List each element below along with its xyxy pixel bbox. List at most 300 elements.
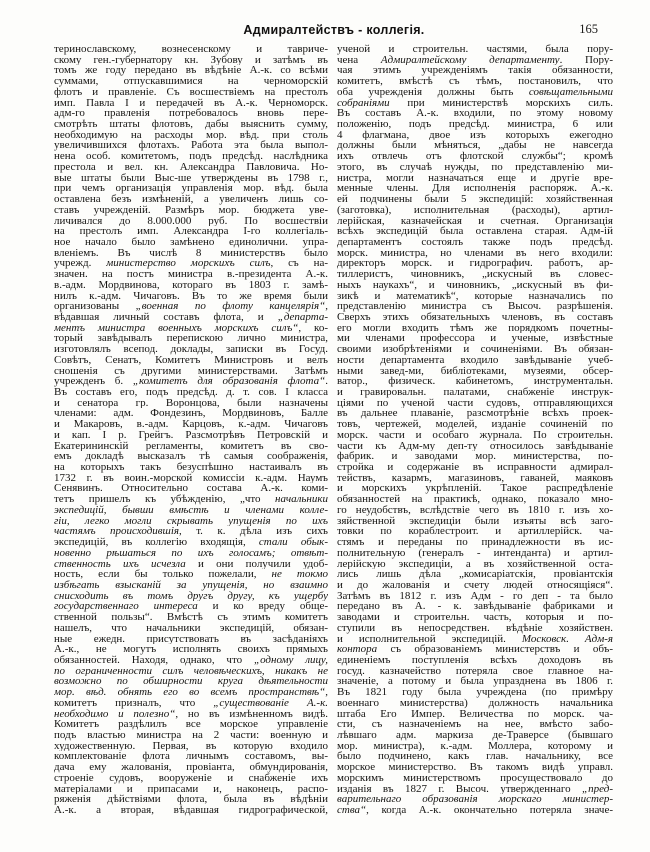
text-run: ей подчинены были 5 экспедицій: хозяйственная — [337, 194, 613, 205]
text-run: суммами, отпускавшимися на черноморскій — [54, 76, 328, 87]
text-run: при чемъ организація управленія мор. вѣд. была — [54, 183, 328, 195]
text-line — [337, 430, 613, 441]
text-line — [337, 248, 613, 259]
text-line — [54, 676, 328, 687]
text-line — [54, 462, 328, 473]
text-line — [54, 719, 328, 730]
text-run: избѣгать взысканій за упущенія, но взаимно — [54, 579, 328, 591]
text-line — [54, 344, 328, 355]
text-run: начальники — [275, 494, 328, 505]
text-line — [54, 151, 328, 162]
text-run: и Макаровъ, в.-адм. Карцовъ, к.-адм. Чичаговъ — [54, 419, 328, 430]
text-run: представленію министра съ Высоч. разрѣшенія. — [337, 301, 613, 312]
text-run: лерійская, казначейская и счетная. Организація — [337, 215, 613, 227]
text-line — [337, 130, 613, 141]
text-run: нашелъ, что начальники экспедицій, обязан- — [54, 622, 328, 634]
text-line — [54, 612, 328, 623]
text-line — [337, 301, 613, 312]
text-line — [337, 805, 613, 816]
text-line — [337, 108, 613, 119]
text-line — [337, 355, 613, 366]
text-run: и они получили удоб- — [185, 558, 328, 570]
text-line — [54, 216, 328, 227]
text-run: престола и вел. кн. Александра Павловича. Но- — [54, 161, 328, 173]
text-line — [54, 119, 328, 130]
text-run: мор. вѣд. обнять его во всемъ пространствѣ“ — [54, 687, 326, 698]
text-line — [54, 76, 328, 87]
text-run: тетъ пришелъ къ убѣжденію, „что — [54, 494, 276, 505]
text-line — [54, 376, 328, 387]
text-line — [337, 483, 613, 494]
text-line — [337, 612, 613, 623]
text-line — [337, 548, 613, 559]
text-line — [337, 419, 613, 430]
text-run: скому ген.-губернатору кн. Зубову и затѣмъ въ — [54, 54, 328, 66]
text-line — [54, 516, 328, 527]
text-run: комплектованіе флота личнымъ составомъ, вы- — [54, 751, 328, 763]
text-run: заводами и строительн. часть, которыя и по- — [337, 612, 613, 623]
text-run: флотъ и правленіе. Съ восшествіемъ на престолъ — [54, 86, 328, 98]
text-line — [54, 805, 328, 816]
text-line — [54, 773, 328, 784]
text-run: менные члены. Для исполненія распоряж. А.-к. — [337, 183, 613, 195]
text-line — [54, 419, 328, 430]
text-line — [337, 601, 613, 612]
text-run: товки по кораблестроит. и артиллерійск. ча- — [337, 526, 613, 538]
text-run: морск. части и особаго журнала. По строительн. — [337, 429, 613, 441]
text-run: . — [325, 376, 328, 387]
text-run: и сенатора гр. Воронцова, были назначены — [54, 397, 328, 409]
text-line — [337, 226, 613, 237]
text-run: чая этимъ учрежденіямъ такія обязанности, — [337, 65, 613, 77]
text-line — [337, 516, 613, 527]
text-line — [54, 623, 328, 634]
text-line — [337, 366, 613, 377]
text-run: Совѣтъ, Сенатъ, Комитетъ Министровъ и велъ — [54, 354, 328, 366]
text-run: увеличившихся флотахъ. Работа эта была выпол- — [54, 140, 328, 152]
text-run: въ дальнее плаваніе, разсмотрѣніе всѣхъ проек- — [337, 408, 613, 420]
text-run: зяйственной экспедиціи были изъяты всѣ заго- — [337, 515, 613, 527]
text-run: государственнаго интереса — [54, 601, 198, 613]
text-run: (заготовка), исполнительная (расходы), артил- — [337, 204, 613, 216]
text-run: на которыхъ такъ безуспѣшно настаивалъ въ — [54, 462, 328, 473]
text-run: не токмо — [271, 569, 328, 580]
page-number: 165 — [579, 22, 598, 36]
text-line — [54, 366, 328, 377]
text-run: комитетъ призналъ, что — [54, 697, 214, 709]
text-run: сношенія съ другими министерствами. Затѣмъ — [54, 365, 328, 377]
text-line — [337, 580, 613, 591]
text-line — [54, 741, 328, 752]
text-run: ность, если бы только пожелали, — [54, 569, 272, 580]
text-line — [54, 194, 328, 205]
text-line — [54, 280, 328, 291]
text-run: госуд. казначейство потеряла свое главное на- — [337, 665, 613, 677]
text-line — [54, 140, 328, 151]
text-run: тиллеристъ, чиновникъ, „искусный въ словес- — [337, 269, 613, 280]
text-run: ности департамента входило завѣдываніе учеб- — [337, 354, 613, 366]
text-run: торый завѣдывалъ перепискою лично министра, — [54, 333, 328, 345]
text-line — [54, 130, 328, 141]
text-run: художественную. Первая, въ которую входило — [54, 740, 328, 752]
text-run: и ко вреду обще- — [197, 601, 328, 613]
text-line — [54, 183, 328, 194]
text-run: адм-го правленія потребовалось вновь пере- — [54, 108, 328, 120]
text-run: стройка и содержаніе въ исправности адмирал- — [337, 462, 613, 473]
text-run: стямъ и переданы по принадлежности въ ис- — [337, 537, 613, 548]
text-run: и исполнительной экспедицій. — [337, 633, 522, 645]
text-line — [337, 151, 613, 162]
text-run: Комитетъ раздѣлилъ все морское управленіе — [54, 719, 328, 730]
text-line — [54, 108, 328, 119]
text-line — [337, 205, 613, 216]
text-run: совѣщательными — [528, 86, 613, 98]
text-line — [54, 398, 328, 409]
text-line — [337, 741, 613, 752]
text-run: , но въ измѣненномъ видѣ. — [175, 708, 328, 720]
text-run: обязанностей на практикѣ, однако, показало мно- — [337, 494, 613, 505]
text-run: Затѣмъ въ 1812 г. изъ Адм - го деп - та было — [337, 590, 613, 602]
text-run: ціями по ученой части судовъ, отправляющихся — [337, 397, 613, 409]
text-run: варительнаго образованія морскаго министер- — [337, 794, 613, 806]
text-line — [337, 98, 613, 109]
text-run: было подчинено, какъ глав. начальнику, все — [337, 751, 613, 763]
text-run: ственной пользы“. Вмѣстѣ съ этимъ комитетъ — [54, 612, 328, 623]
text-line — [337, 505, 613, 516]
text-line — [54, 173, 328, 184]
text-run: комитетъ, вмѣстѣ съ тѣмъ, постановилъ, что — [337, 76, 613, 87]
text-line — [337, 494, 613, 505]
text-run: емъ докладѣ высказалъ тѣ самыя соображенія, — [54, 451, 328, 463]
text-line — [54, 312, 328, 323]
text-run: морское министерство. Въ такомъ видѣ управл. — [337, 762, 613, 773]
text-run: чена — [337, 54, 381, 66]
text-line — [54, 162, 328, 173]
text-run: вые штаты были Выс-ше утверждены въ 1798 г., — [54, 172, 328, 184]
text-run: Московск. Адм-я — [521, 633, 613, 645]
text-line — [337, 698, 613, 709]
text-run: в.-адм. Мордвинова, котораго въ 1803 г. замѣ- — [54, 279, 328, 291]
text-line — [337, 312, 613, 323]
text-line — [337, 687, 613, 698]
text-line — [54, 687, 328, 698]
text-run: оба учрежденія должны быть — [337, 86, 529, 98]
text-line — [337, 762, 613, 773]
text-run: директоръ морск. и гидрографич. работъ, ар- — [337, 258, 613, 270]
text-line — [337, 44, 613, 55]
text-line — [54, 762, 328, 773]
text-run: своими изобрѣтеніями и сочиненіями. Въ обязан- — [337, 344, 613, 355]
text-line — [54, 580, 328, 591]
text-run: ряженія дѣйствіями флота, была въ вѣдѣніи — [54, 794, 328, 806]
text-run: теринославскому, вознесенскому и тавриче- — [54, 44, 328, 55]
text-run: Сенявинъ. Относительно состава А.-к. коми- — [54, 483, 328, 495]
text-line — [54, 591, 328, 602]
text-line — [54, 355, 328, 366]
text-run: необходимую на расходы мор. вѣд. при столь — [54, 129, 328, 141]
text-run: дача ему жалованія, провіанта, обмундированія, — [54, 762, 328, 773]
text-line — [54, 698, 328, 709]
text-run: нистра, могли назначаться еще и другіе вре- — [337, 172, 613, 184]
text-run: гіи, легко могли скрывать упущенія по ихъ — [54, 515, 328, 527]
text-line — [54, 709, 328, 720]
text-run: передано въ А. - к. завѣдываніе фабриками и — [337, 601, 613, 613]
text-line — [54, 333, 328, 344]
text-run: А.-к., не могутъ исполнять своихъ прямыхъ — [54, 644, 328, 655]
text-run: обязанностей. Находя, однако, что — [54, 654, 254, 666]
text-line — [337, 794, 613, 805]
text-run: Сверхъ этихъ обязательныхъ членовъ, въ составъ — [337, 311, 613, 323]
text-line — [337, 441, 613, 452]
text-line — [337, 216, 613, 227]
text-run: его могли входить тѣмъ же порядкомъ почетны- — [337, 322, 613, 334]
text-line — [337, 569, 613, 580]
text-line — [54, 408, 328, 419]
text-line — [337, 634, 613, 645]
text-line — [54, 65, 328, 76]
text-run: „комитетъ для образованія флота“ — [132, 376, 326, 387]
text-run: имп. Павла I и передачей въ А.-к. Черноморск. — [54, 97, 328, 109]
text-run: ственность ихъ исчезла — [54, 558, 186, 570]
text-run: единеніемъ поступленія всѣхъ доходовъ въ — [337, 654, 613, 666]
text-run: этого, въ случаѣ нужды, по представленію ми- — [337, 161, 613, 173]
text-line — [337, 119, 613, 130]
text-line — [54, 258, 328, 269]
text-run: нена особ. комитетомъ, подъ предсѣд. наслѣдника — [54, 151, 328, 162]
text-run: нилъ к.-адм. Чичаговъ. Въ то же время были — [54, 290, 328, 302]
text-run: лись лишь дѣла „комисаріатскія, провіантскія — [337, 569, 613, 580]
text-line — [337, 537, 613, 548]
text-line — [54, 483, 328, 494]
text-line — [337, 333, 613, 344]
text-line — [54, 98, 328, 109]
text-run: 1732 г. въ воин.-морской комиссіи к.-адм. Наумъ — [54, 472, 328, 484]
text-run: мор. министра), к.-адм. Моллера, которому и — [337, 740, 613, 752]
text-line — [337, 559, 613, 570]
text-line — [54, 526, 328, 537]
page-title: Адмиралтействъ - коллегія. — [243, 23, 425, 37]
text-line — [337, 666, 613, 677]
text-line — [337, 751, 613, 762]
text-line — [337, 323, 613, 334]
text-line — [54, 784, 328, 795]
text-run: , т. к. дѣла изъ сихъ — [179, 526, 328, 538]
text-run: вленіемъ. Въ числѣ 8 министерствъ было — [54, 247, 328, 259]
text-run: Екатерининскій регламенты, комитетъ въ сво- — [54, 440, 328, 452]
text-line — [337, 719, 613, 730]
text-line — [337, 376, 613, 387]
text-run: „департа- — [277, 311, 328, 323]
text-line — [54, 291, 328, 302]
text-run: строеніе судовъ, вооруженіе и снабженіе ихъ — [54, 772, 328, 784]
text-run: и гравировальн. палатами, снабженіе инструк- — [337, 387, 613, 398]
text-line — [337, 65, 613, 76]
text-run: новенно рѣшаться по ихъ голосамъ; отвѣт- — [54, 547, 328, 559]
text-run: , съ на- — [270, 258, 328, 270]
text-run: и кап. I р. Грейгъ. Разсмотрѣвъ Петровскій и — [54, 429, 328, 441]
text-line — [337, 344, 613, 355]
text-run: „одному лицу, — [253, 654, 328, 666]
text-run: ными завед-ми, библіотеками, музеями, обсер- — [337, 365, 613, 377]
text-line — [337, 269, 613, 280]
text-line — [54, 451, 328, 462]
text-run: ное начало было замѣнено единолични. упра- — [54, 236, 328, 248]
text-line — [337, 676, 613, 687]
text-run: подъ властью министра на 2 части: военную и — [54, 730, 328, 741]
text-line — [337, 55, 613, 66]
text-run: съ образованіемъ министерствъ и объ- — [377, 644, 613, 655]
text-line — [337, 784, 613, 795]
text-line — [54, 205, 328, 216]
text-run: лѣвшаго адм. маркиза де-Траверсе (бывшаго — [337, 730, 613, 741]
text-line — [54, 301, 328, 312]
text-run: и до жалованія и счету людей относящіяся“. — [337, 579, 613, 591]
text-line — [337, 473, 613, 484]
text-run: ми членами профессора и ученые, извѣстные — [337, 333, 613, 345]
text-run: ступили въ непосредствен. вѣдѣніе хозяйствен. — [337, 622, 613, 634]
text-run: изданія въ 1827 г. Высоч. утвержденнаго — [337, 783, 583, 795]
text-line — [54, 601, 328, 612]
text-line — [337, 387, 613, 398]
text-line — [54, 559, 328, 570]
text-run: должны были мѣняться, „дабы не навсегда — [337, 140, 613, 152]
text-line — [337, 451, 613, 462]
text-run: го неудобствъ, вслѣдствіе чего въ 1810 г. изъ хо- — [337, 504, 613, 516]
text-run: ные ежедн. присутствовать въ засѣданіяхъ — [54, 633, 328, 645]
text-line — [337, 237, 613, 248]
text-run: при министерствѣ морскихъ силъ. — [389, 97, 613, 109]
text-line — [337, 526, 613, 537]
text-line — [54, 794, 328, 805]
text-line — [337, 173, 613, 184]
text-run: на престолъ имп. Александра I-го коллегіаль- — [54, 226, 328, 237]
text-line — [54, 441, 328, 452]
text-run: зикѣ и математикѣ“, которые назначались по — [337, 290, 613, 302]
text-run: ства“ — [337, 805, 367, 816]
text-run: организованы — [54, 301, 136, 312]
text-line — [54, 548, 328, 559]
text-run: и морскихъ укрѣпленій. Такое распредѣленіе — [337, 483, 613, 495]
text-run: 4 флагмана, двое изъ которыхъ ежегодно — [337, 129, 613, 141]
text-run: . Пору- — [559, 54, 613, 66]
text-line — [337, 591, 613, 602]
text-run: , — [325, 301, 328, 312]
text-run: , когда А.-к. окончательно потеряла значе- — [366, 805, 613, 816]
text-run: ихъ отвлечь отъ флотской службы“; кромѣ — [337, 151, 613, 162]
text-run: полнительную (генералъ - интенданта) и артил- — [337, 547, 613, 559]
text-run: значен. на постъ министра в.-президента А.-к. — [54, 269, 328, 280]
text-run: лерійскую экспедиціи, а въ хозяйственной оста- — [337, 558, 613, 570]
text-run: тействъ, казармъ, магазиновъ, гаваней, маяковъ — [337, 472, 613, 484]
text-line — [337, 408, 613, 419]
text-line — [337, 183, 613, 194]
text-line — [54, 537, 328, 548]
text-line — [54, 473, 328, 484]
text-run: А.-к. а вторая, вѣдавшая гидрографической, — [54, 805, 328, 816]
text-line — [54, 430, 328, 441]
text-run: штаба Его Импер. Величества по морск. ча- — [337, 708, 613, 720]
text-line — [54, 269, 328, 280]
text-run: министерство морскихъ силъ — [106, 258, 271, 270]
text-run: ныхъ наукахъ“, и чиновникъ, „искусный въ фи- — [337, 279, 613, 291]
text-column-right — [337, 44, 613, 816]
text-run: морск. министра, но членами въ него входили: — [337, 247, 613, 259]
text-line — [337, 76, 613, 87]
text-line — [337, 280, 613, 291]
text-line — [54, 44, 328, 55]
text-line — [337, 462, 613, 473]
text-run: значеніе, а потому и была упразднена въ 1806 г. — [337, 676, 613, 688]
text-run: экспедицій, бывши вмѣстѣ и членами колле- — [54, 504, 328, 516]
text-run: фабрик. и заводами мор. министерства, по- — [337, 451, 613, 463]
text-line — [337, 162, 613, 173]
text-run: возможно по обширности круга дѣятельности — [54, 676, 328, 688]
text-line — [54, 730, 328, 741]
running-head — [54, 21, 614, 37]
text-run: собраніями — [337, 97, 390, 109]
text-line — [54, 387, 328, 398]
text-run: учрежд. — [54, 258, 107, 270]
text-run: ученой и строительн. частями, была пору- — [337, 44, 613, 55]
text-line — [337, 194, 613, 205]
text-line — [54, 644, 328, 655]
text-run: томъ же году передано въ вѣдѣніе А.-к. со всѣми — [54, 65, 328, 77]
text-run: учрежденъ б. — [54, 376, 133, 387]
text-run: „военная по флоту канцелярія“ — [135, 301, 326, 312]
text-run: ментъ министра военныхъ морскихъ силъ“ — [54, 322, 299, 334]
text-line — [337, 258, 613, 269]
text-run: изготовлялъ всепод. доклады, записки въ Госуд. — [54, 344, 328, 355]
text-line — [337, 655, 613, 666]
text-line — [54, 569, 328, 580]
text-run: сти, съ назначеніемъ на нее, вмѣсто забо- — [337, 719, 613, 730]
text-run: „пред- — [582, 783, 613, 795]
text-run: части къ Адм-му деп-ту относилось завѣдываніе — [337, 440, 613, 452]
text-line — [54, 666, 328, 677]
text-run: вѣдавшая личный составъ флота, и — [54, 311, 278, 323]
text-line — [337, 291, 613, 302]
text-line — [54, 237, 328, 248]
text-run: Въ составъ А.-к. входили, по этому новому — [337, 108, 613, 120]
text-run: по ограниченности силъ человѣческихъ, никакъ не — [54, 665, 328, 677]
text-line — [54, 751, 328, 762]
text-run: Въ 1821 году была учреждена (по примѣру — [337, 687, 613, 698]
text-line — [54, 248, 328, 259]
text-run: положенію, подъ предсѣд. министра, 6 или — [337, 119, 613, 130]
text-run: контора — [337, 644, 378, 655]
text-run: членами: адм. Фондезинъ, Мордвиновъ, Балле — [54, 408, 328, 420]
text-line — [337, 87, 613, 98]
text-run: частямъ происходившія — [54, 526, 180, 538]
text-run: всѣхъ экспедицій была оставлена старая. Адм-ій — [337, 226, 613, 237]
text-run: департаментъ состоялъ также подъ предсѣд. — [337, 236, 613, 248]
text-line — [337, 730, 613, 741]
text-run: экспедицій, въ коллегію входящія, — [54, 537, 259, 548]
text-run: „существованіе А.-к. — [213, 697, 328, 709]
text-run: , ко- — [298, 322, 328, 334]
text-line — [337, 623, 613, 634]
text-run: смотрѣть штаты флотовъ, дабы выяснить сумму, — [54, 119, 328, 130]
text-run: товъ, чертежей, моделей, изданіе сочиненій по — [337, 419, 613, 430]
text-line — [54, 226, 328, 237]
text-run: стали обык- — [258, 537, 328, 548]
text-line — [337, 773, 613, 784]
text-run: , — [325, 687, 328, 698]
text-line — [337, 398, 613, 409]
text-line — [54, 634, 328, 645]
text-line — [337, 644, 613, 655]
text-run: Въ составъ его, подъ предсѣд. д. т. сов. I класса — [54, 387, 328, 398]
